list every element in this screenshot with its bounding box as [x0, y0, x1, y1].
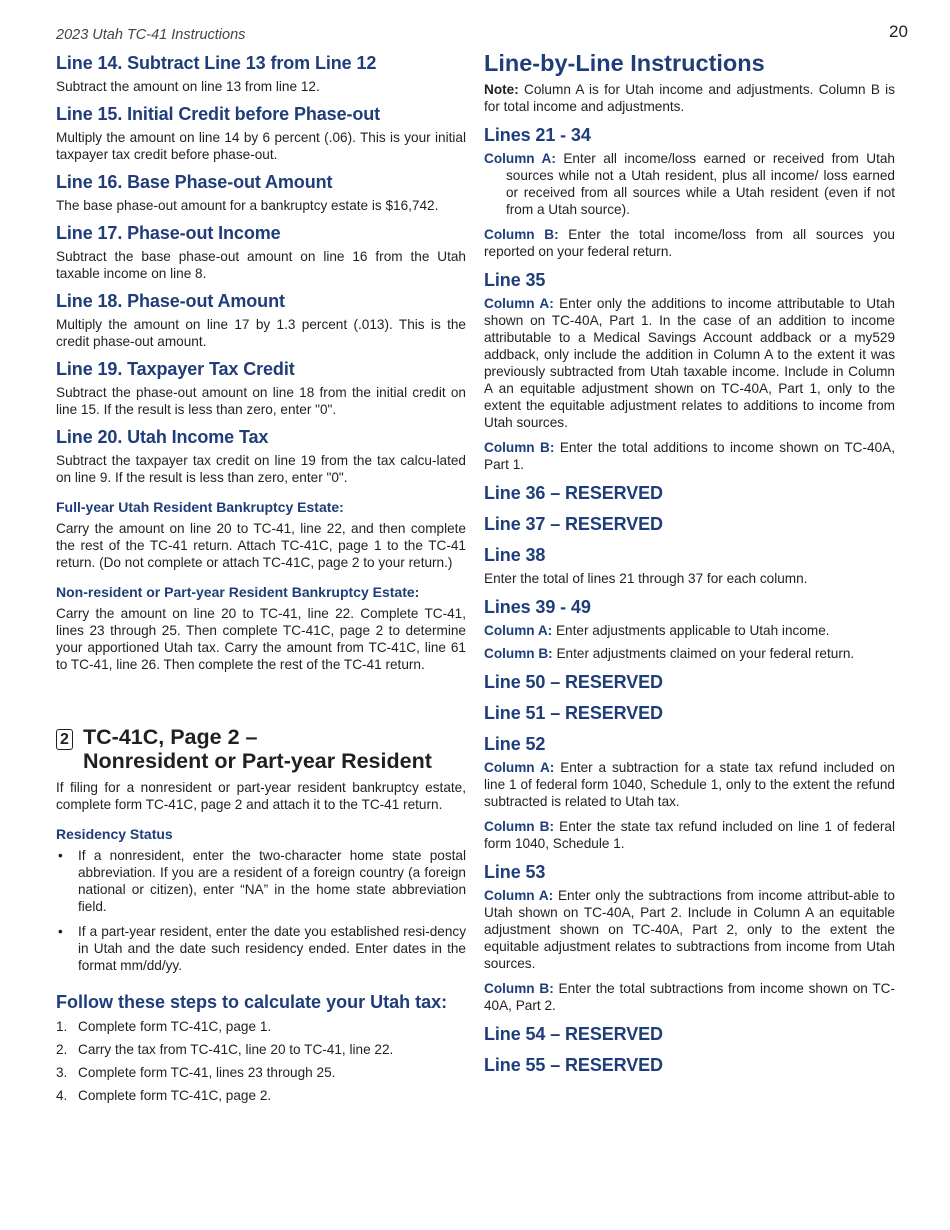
line-16-heading: Line 16. Base Phase-out Amount [56, 172, 333, 192]
full-year-resident-text: Carry the amount on line 20 to TC-41, line 22, and then complete the rest of the TC-41 return. Attach TC-41C, page 1 to the TC-41 return. (Do not complete or attach TC-41C, page 2 to your return.) [56, 521, 466, 570]
line-52-column-a: Column A: Enter a subtraction for a state tax refund included on line 1 of federal form 1040, Schedule 1, only to the extent the refund subtracted is related to Utah tax. [484, 760, 895, 809]
list-item: 3. Complete form TC-41, lines 23 through 25. [56, 1065, 336, 1080]
section-2-header [56, 725, 466, 773]
line-19-heading: Line 19. Taxpayer Tax Credit [56, 359, 295, 379]
line-15-heading: Line 15. Initial Credit before Phase-out [56, 104, 381, 124]
line-55-heading: Line 55 – RESERVED [484, 1055, 663, 1075]
lines-21-34-heading: Lines 21 - 34 [484, 125, 591, 145]
line-20-heading: Line 20. Utah Income Tax [56, 427, 269, 447]
lines-21-34-column-a: Column A: Enter all income/loss earned or received from Utah sources while not a Utah resident, plus all income/ loss earned or received from all sources while a Utah resident (even if not from a Utah source). [484, 151, 895, 217]
section-2-title: TC-41C, Page 2 – Nonresident or Part-year Resident [83, 725, 432, 773]
line-38-heading: Line 38 [484, 545, 546, 565]
non-resident-heading: Non-resident or Part-year Resident Bankruptcy Estate: [56, 584, 420, 600]
line-52-column-b: Column B: Enter the state tax refund included on line 1 of federal form 1040, Schedule 1. [484, 819, 895, 851]
page-title: Line-by-Line Instructions [484, 50, 765, 76]
residency-bullet-list [56, 847, 466, 974]
line-53-column-b: Column B: Enter the total subtractions from income shown on TC-40A, Part 2. [484, 981, 895, 1013]
line-35-heading: Line 35 [484, 270, 546, 290]
section-number-badge: 2 [56, 729, 73, 750]
lines-21-34-column-b: Column B: Enter the total income/loss from all sources you reported on your federal return. [484, 227, 895, 259]
lines-39-49-column-b: Column B: Enter adjustments claimed on your federal return. [484, 646, 855, 661]
line-19-text: Subtract the phase-out amount on line 18 from the initial credit on line 15. If the result is less than zero, enter "0". [56, 385, 466, 417]
full-year-resident-heading: Full-year Utah Resident Bankruptcy Estate: [56, 499, 344, 515]
left-column [56, 52, 466, 1110]
line-18-heading: Line 18. Phase-out Amount [56, 291, 285, 311]
section-2-intro: If filing for a nonresident or part-year resident bankruptcy estate, complete form TC-41C, page 2 and attach it to the TC-41 return. [56, 780, 466, 812]
line-20-text: Subtract the taxpayer tax credit on line 19 from the tax calcu-lated on line 9. If the result is less than zero, enter "0". [56, 453, 466, 485]
line-35-column-a: Column A: Enter only the additions to income attributable to Utah shown on TC-40A, Part 1. In the case of an addition to income attributable to a Medical Savings Account addback or a my529 addback, only include the addition in Column A to the extent it was previously subtracted from Utah taxable income. Include in Column A an equitable adjustment shown on TC-40A, Part 1, only to the extent the equitable adjustment relates to additions to income from Utah sources. [484, 296, 895, 430]
line-14-heading: Line 14. Subtract Line 13 from Line 12 [56, 53, 377, 73]
lines-39-49-heading: Lines 39 - 49 [484, 597, 591, 617]
line-18-text: Multiply the amount on line 17 by 1.3 percent (.013). This is the credit phase-out amount. [56, 317, 466, 349]
right-column [484, 48, 895, 1076]
line-53-column-a: Column A: Enter only the subtractions from income attribut-able to Utah shown on TC-40A, Part 2. Include in Column A an equitable adjustment shown on TC-40A, Part 2, only to the extent the equitable adjustment relates to subtractions from income from Utah sources. [484, 888, 895, 971]
list-item: • If a part-year resident, enter the date you established resi-dency in Utah and the date such residency ended. Enter dates in the format mm/dd/yy. [56, 923, 466, 974]
page-number: 20 [889, 22, 908, 41]
lines-39-49-column-a: Column A: Enter adjustments applicable to Utah income. [484, 623, 830, 638]
residency-status-heading: Residency Status [56, 826, 173, 842]
steps-list [56, 1018, 466, 1104]
list-item: 2. Carry the tax from TC-41C, line 20 to TC-41, line 22. [56, 1042, 394, 1057]
line-36-heading: Line 36 – RESERVED [484, 483, 663, 503]
note-text: Note: Column A is for Utah income and adjustments. Column B is for total income and adjustments. [484, 82, 895, 114]
list-item: • If a nonresident, enter the two-character home state postal abbreviation. If you are a resident of a foreign country (a foreign national or citizen), enter “NA” in the home state abbreviation field. [56, 847, 466, 915]
line-35-column-b: Column B: Enter the total additions to income shown on TC-40A, Part 1. [484, 440, 895, 472]
line-54-heading: Line 54 – RESERVED [484, 1024, 663, 1044]
steps-heading: Follow these steps to calculate your Utah tax: [56, 992, 448, 1012]
non-resident-text: Carry the amount on line 20 to TC-41, line 22. Complete TC-41, lines 23 through 25. Then complete TC-41C, page 2 to determine your apportioned Utah tax. Carry the amount from TC-41C, line 61 to TC-41, line 26. Then complete the rest of the TC-41 return. [56, 606, 466, 672]
line-37-heading: Line 37 – RESERVED [484, 514, 663, 534]
list-item: 1. Complete form TC-41C, page 1. [56, 1019, 272, 1034]
line-38-text: Enter the total of lines 21 through 37 for each column. [484, 571, 808, 586]
line-52-heading: Line 52 [484, 734, 546, 754]
line-16-text: The base phase-out amount for a bankruptcy estate is $16,742. [56, 198, 439, 213]
list-item: 4. Complete form TC-41C, page 2. [56, 1088, 272, 1103]
line-14-text: Subtract the amount on line 13 from line 12. [56, 79, 320, 94]
line-17-text: Subtract the base phase-out amount on line 16 from the Utah taxable income on line 8. [56, 249, 466, 281]
line-53-heading: Line 53 [484, 862, 546, 882]
line-51-heading: Line 51 – RESERVED [484, 703, 663, 723]
line-15-text: Multiply the amount on line 14 by 6 percent (.06). This is your initial taxpayer tax credit before phase-out. [56, 130, 466, 162]
document-header-title: 2023 Utah TC-41 Instructions [56, 27, 246, 43]
line-17-heading: Line 17. Phase-out Income [56, 223, 281, 243]
line-50-heading: Line 50 – RESERVED [484, 672, 663, 692]
